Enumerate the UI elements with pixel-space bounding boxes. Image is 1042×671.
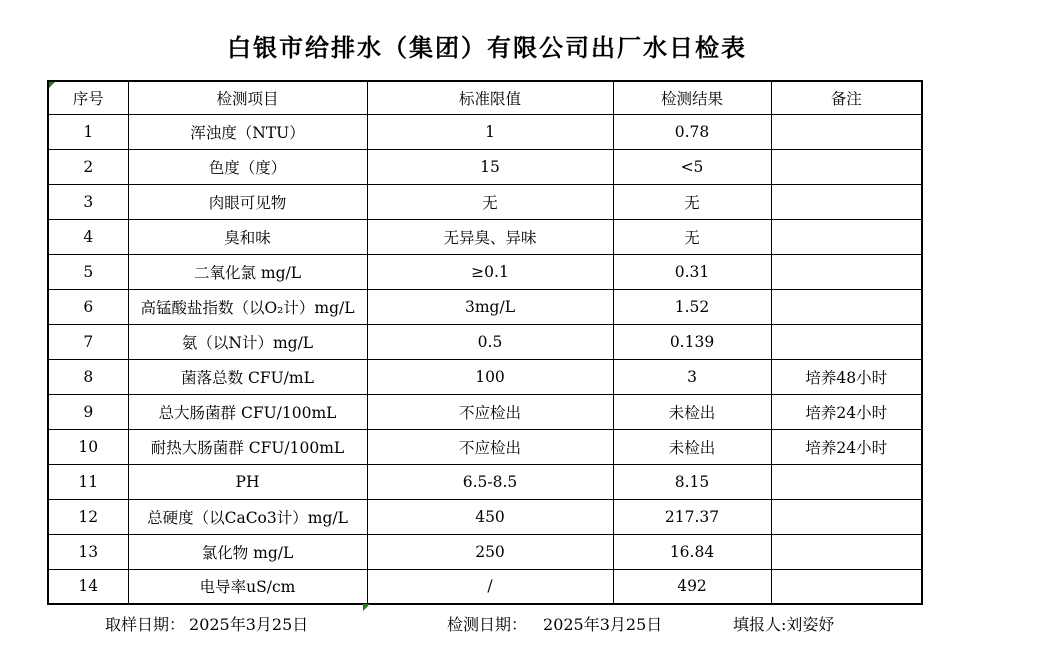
cell-index: 12 <box>48 499 128 534</box>
cell-item: 氨（以N计）mg/L <box>128 324 367 359</box>
cell-result: 217.37 <box>613 499 771 534</box>
header-cell-item: 检测项目 <box>128 81 367 114</box>
cell-remark <box>771 254 922 289</box>
table-row <box>48 359 922 394</box>
cell-remark: 培养24小时 <box>771 394 922 429</box>
cell-result: 0.78 <box>613 114 771 149</box>
cell-standard-limit: 无 <box>367 184 613 219</box>
cell-item: 电导率uS/cm <box>128 569 367 604</box>
header-cell-remark: 备注 <box>771 81 922 114</box>
reporter-label: 填报人: <box>733 615 787 634</box>
cell-error-indicator-icon <box>363 604 370 611</box>
cell-result: 0.31 <box>613 254 771 289</box>
table-row <box>48 289 922 324</box>
daily-inspection-table <box>47 80 923 605</box>
cell-result: 16.84 <box>613 534 771 569</box>
cell-result: 8.15 <box>613 464 771 499</box>
testing-date-value: 2025年3月25日 <box>543 615 663 634</box>
cell-index: 11 <box>48 464 128 499</box>
cell-standard-limit: 不应检出 <box>367 429 613 464</box>
cell-index: 2 <box>48 149 128 184</box>
cell-standard-limit: 15 <box>367 149 613 184</box>
cell-remark <box>771 464 922 499</box>
table-row <box>48 254 922 289</box>
cell-index: 13 <box>48 534 128 569</box>
cell-item: 臭和味 <box>128 219 367 254</box>
cell-index: 8 <box>48 359 128 394</box>
cell-index: 3 <box>48 184 128 219</box>
cell-standard-limit: 0.5 <box>367 324 613 359</box>
cell-standard-limit: 250 <box>367 534 613 569</box>
table-row <box>48 324 922 359</box>
cell-result: 3 <box>613 359 771 394</box>
cell-remark <box>771 569 922 604</box>
reporter-value: 刘姿妤 <box>786 615 835 634</box>
cell-item: 耐热大肠菌群 CFU/100mL <box>128 429 367 464</box>
table-row <box>48 569 922 604</box>
cell-index: 10 <box>48 429 128 464</box>
cell-standard-limit: 450 <box>367 499 613 534</box>
table-row <box>48 534 922 569</box>
cell-remark: 培养24小时 <box>771 429 922 464</box>
footer <box>0 612 1042 636</box>
cell-index: 9 <box>48 394 128 429</box>
table-row <box>48 429 922 464</box>
cell-remark <box>771 324 922 359</box>
cell-item: 二氧化氯 mg/L <box>128 254 367 289</box>
cell-remark <box>771 114 922 149</box>
cell-remark <box>771 149 922 184</box>
sampling-date-label: 取样日期： <box>105 615 186 634</box>
cell-item: 氯化物 mg/L <box>128 534 367 569</box>
cell-index: 1 <box>48 114 128 149</box>
cell-item: 肉眼可见物 <box>128 184 367 219</box>
cell-remark <box>771 499 922 534</box>
page-title: 白银市给排水（集团）有限公司出厂水日检表 <box>227 33 747 62</box>
cell-remark: 培养48小时 <box>771 359 922 394</box>
cell-item: 色度（度） <box>128 149 367 184</box>
cell-index: 6 <box>48 289 128 324</box>
cell-item: 菌落总数 CFU/mL <box>128 359 367 394</box>
testing-date <box>447 612 662 635</box>
table-row <box>48 499 922 534</box>
cell-item: 浑浊度（NTU） <box>128 114 367 149</box>
cell-result: 0.139 <box>613 324 771 359</box>
cell-standard-limit: 3mg/L <box>367 289 613 324</box>
header-cell-index: 序号 <box>48 81 128 114</box>
table-body <box>48 114 922 604</box>
cell-standard-limit: 6.5-8.5 <box>367 464 613 499</box>
cell-standard-limit: / <box>367 569 613 604</box>
cell-remark <box>771 534 922 569</box>
cell-index: 4 <box>48 219 128 254</box>
cell-result: 无 <box>613 184 771 219</box>
cell-remark <box>771 219 922 254</box>
table-row <box>48 149 922 184</box>
cell-item: PH <box>128 464 367 499</box>
cell-standard-limit: ≥0.1 <box>367 254 613 289</box>
table-header-row <box>48 81 922 114</box>
table-row <box>48 114 922 149</box>
cell-remark <box>771 184 922 219</box>
table-row <box>48 394 922 429</box>
cell-result: 无 <box>613 219 771 254</box>
cell-item: 总硬度（以CaCo3计）mg/L <box>128 499 367 534</box>
header-cell-result: 检测结果 <box>613 81 771 114</box>
reporter <box>733 612 834 635</box>
cell-error-indicator-icon <box>49 82 55 88</box>
cell-index: 7 <box>48 324 128 359</box>
cell-standard-limit: 1 <box>367 114 613 149</box>
testing-date-label: 检测日期： <box>447 615 528 634</box>
header-cell-standard-limit: 标准限值 <box>367 81 613 114</box>
cell-standard-limit: 无异臭、异味 <box>367 219 613 254</box>
cell-index: 5 <box>48 254 128 289</box>
cell-index: 14 <box>48 569 128 604</box>
cell-standard-limit: 不应检出 <box>367 394 613 429</box>
cell-item: 高锰酸盐指数（以O₂计）mg/L <box>128 289 367 324</box>
sampling-date <box>105 612 308 635</box>
table-row <box>48 184 922 219</box>
cell-result: 未检出 <box>613 394 771 429</box>
table-row <box>48 464 922 499</box>
sampling-date-value: 2025年3月25日 <box>189 615 309 634</box>
cell-result: 1.52 <box>613 289 771 324</box>
table-row <box>48 219 922 254</box>
cell-result: 未检出 <box>613 429 771 464</box>
cell-result: <5 <box>613 149 771 184</box>
cell-item: 总大肠菌群 CFU/100mL <box>128 394 367 429</box>
cell-standard-limit: 100 <box>367 359 613 394</box>
cell-remark <box>771 289 922 324</box>
cell-result: 492 <box>613 569 771 604</box>
